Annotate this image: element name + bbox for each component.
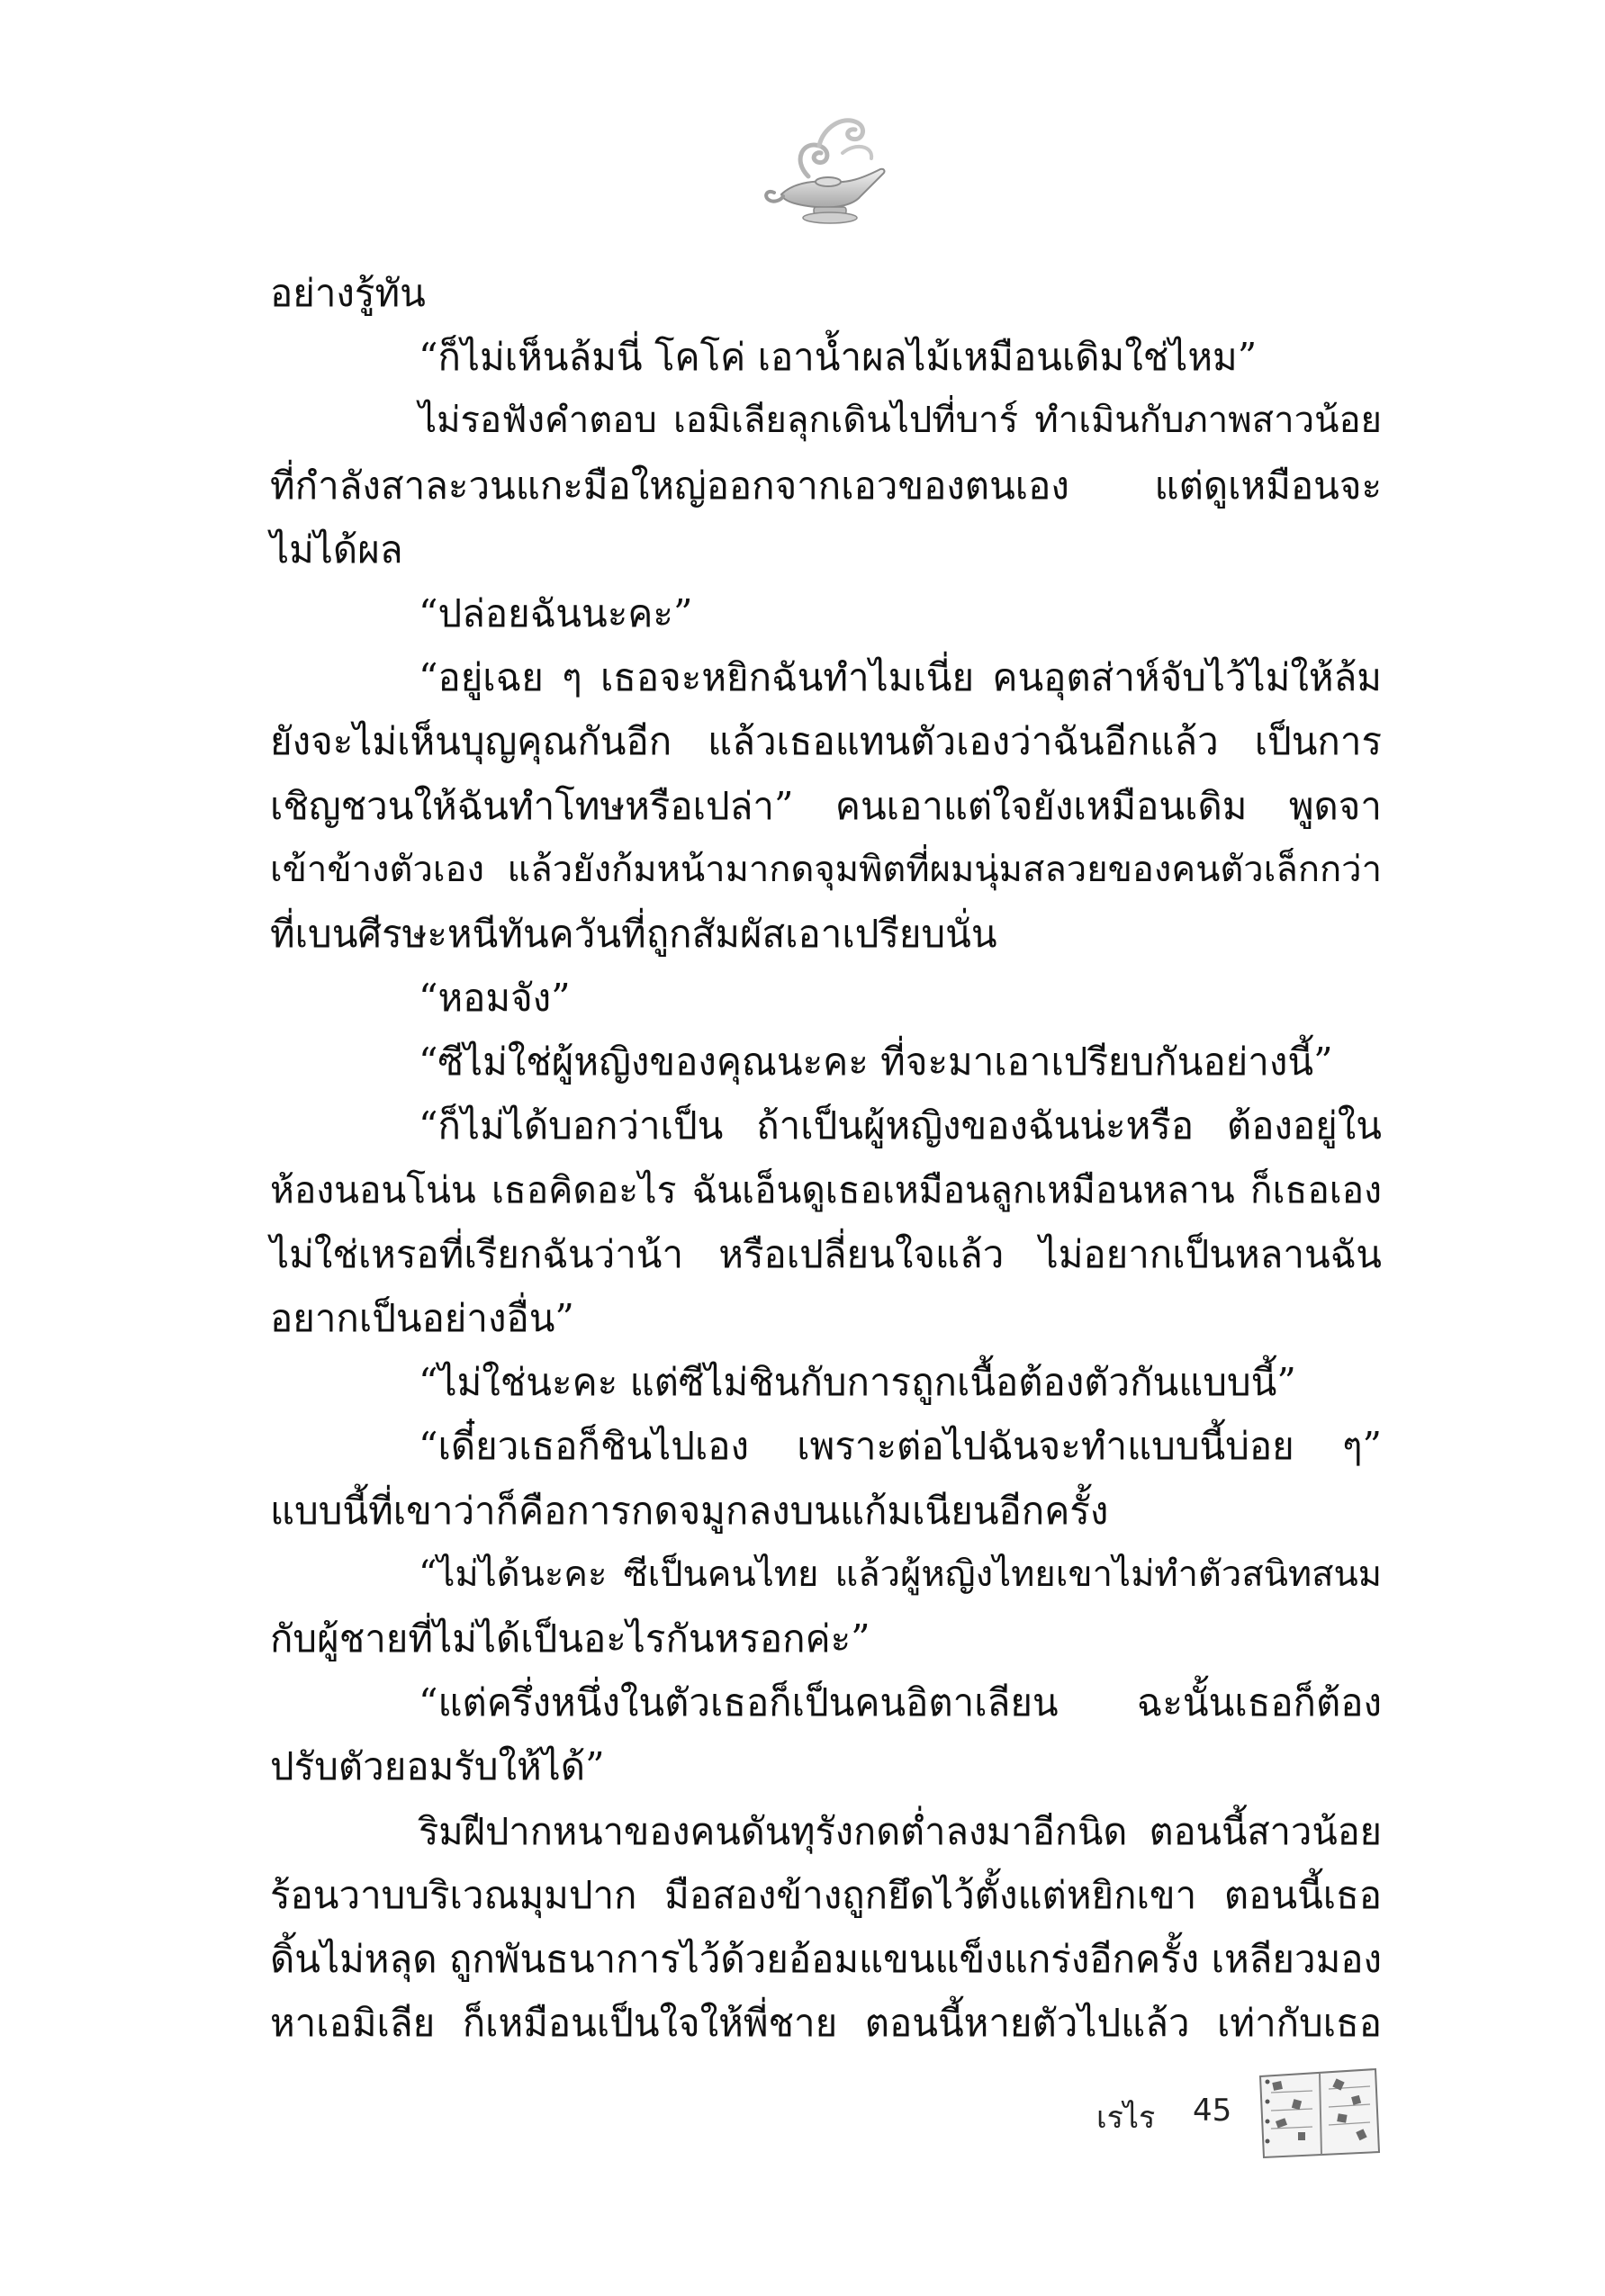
- text-line: ยังจะไม่เห็นบุญคุณกันอีก แล้วเธอแทนตัวเองว่าฉันอีกแล้ว เป็นการ: [270, 719, 1382, 764]
- text-line: “ก็ไม่ได้บอกว่าเป็น ถ้าเป็นผู้หญิงของฉันน่ะหรือ ต้องอยู่ใน: [419, 1103, 1382, 1148]
- text-line: “ไม่ใช่นะคะ แต่ซีไม่ชินกับการถูกเนื้อต้องตัวกันแบบนี้”: [419, 1360, 1296, 1405]
- body-text: [270, 261, 1382, 2055]
- text-line: ดิ้นไม่หลุด ถูกพันธนาการไว้ด้วยอ้อมแขนแข็งแกร่งอีกครั้ง เหลียวมอง: [270, 1936, 1382, 1981]
- text-line: “ปล่อยฉันนะคะ”: [419, 590, 693, 635]
- text-line: ที่เบนศีรษะหนีทันควันที่ถูกสัมผัสเอาเปรียบนั่น: [270, 911, 997, 956]
- text-line: “ก็ไม่เห็นล้มนี่ โคโค่ เอาน้ำผลไม้เหมือนเดิมใช่ไหม”: [419, 335, 1258, 380]
- text-line: “แต่ครึ่งหนึ่งในตัวเธอก็เป็นคนอิตาเลียน ฉะนั้นเธอก็ต้อง: [419, 1680, 1382, 1725]
- text-line: ไม่ได้ผล: [270, 527, 403, 572]
- text-line: “ซีไม่ใช่ผู้หญิงของคุณนะคะ ที่จะมาเอาเปรียบกันอย่างนี้”: [419, 1040, 1333, 1085]
- text-line: ร้อนวาบบริเวณมุมปาก มือสองข้างถูกยึดไว้ตั้งแต่หยิกเขา ตอนนี้เธอ: [270, 1872, 1382, 1917]
- text-line: ริมฝีปากหนาของคนดันทุรังกดต่ำลงมาอีกนิด ตอนนี้สาวน้อย: [419, 1808, 1382, 1853]
- text-line: ไม่รอฟังคำตอบ เอมิเลียลุกเดินไปที่บาร์ ทำเมินกับภาพสาวน้อย: [419, 400, 1382, 442]
- text-line: “ไม่ได้นะคะ ซีเป็นคนไทย แล้วผู้หญิงไทยเขาไม่ทำตัวสนิทสนม: [419, 1553, 1382, 1595]
- text-line: เข้าข้างตัวเอง แล้วยังก้มหน้ามากดจุมพิตที่ผมนุ่มสลวยของคนตัวเล็กกว่า: [270, 848, 1382, 890]
- text-line: ไม่ใช่เหรอที่เรียกฉันว่าน้า หรือเปลี่ยนใจแล้ว ไม่อยากเป็นหลานฉัน: [270, 1231, 1382, 1276]
- text-line: อย่างรู้ทัน: [270, 271, 426, 315]
- text-line: อยากเป็นอย่างอื่น”: [270, 1296, 574, 1340]
- text-line: แบบนี้ที่เขาว่าก็คือการกดจมูกลงบนแก้มเนียนอีกครั้ง: [270, 1488, 1109, 1533]
- page-number: 45: [1193, 2093, 1232, 2129]
- text-line: ที่กำลังสาละวนแกะมือใหญ่ออกจากเอวของตนเอง แต่ดูเหมือนจะ: [270, 463, 1382, 508]
- text-line: ห้องนอนโน่น เธอคิดอะไร ฉันเอ็นดูเธอเหมือนลูกเหมือนหลาน ก็เธอเอง: [270, 1167, 1382, 1211]
- genie-lamp-icon: [756, 106, 900, 232]
- notebook-icon: [1251, 2066, 1382, 2160]
- text-line: “อยู่เฉย ๆ เธอจะหยิกฉันทำไมเนี่ย คนอุตส่าห์จับไว้ไม่ให้ล้ม: [419, 655, 1382, 700]
- text-line: กับผู้ชายที่ไม่ได้เป็นอะไรกันหรอกค่ะ”: [270, 1616, 870, 1661]
- text-line: ปรับตัวยอมรับให้ได้”: [270, 1744, 605, 1789]
- text-line: “เดี๋ยวเธอก็ชินไปเอง เพราะต่อไปฉันจะทำแบบนี้บ่อย ๆ”: [419, 1424, 1382, 1469]
- text-line: เชิญชวนให้ฉันทำโทษหรือเปล่า” คนเอาแต่ใจยังเหมือนเดิม พูดจา: [270, 783, 1382, 828]
- text-line: หาเอมิเลีย ก็เหมือนเป็นใจให้พี่ชาย ตอนนี้หายตัวไปแล้ว เท่ากับเธอ: [270, 2001, 1382, 2046]
- text-line: “หอมจัง”: [419, 976, 571, 1021]
- running-footer-title: เรไร: [1096, 2100, 1156, 2136]
